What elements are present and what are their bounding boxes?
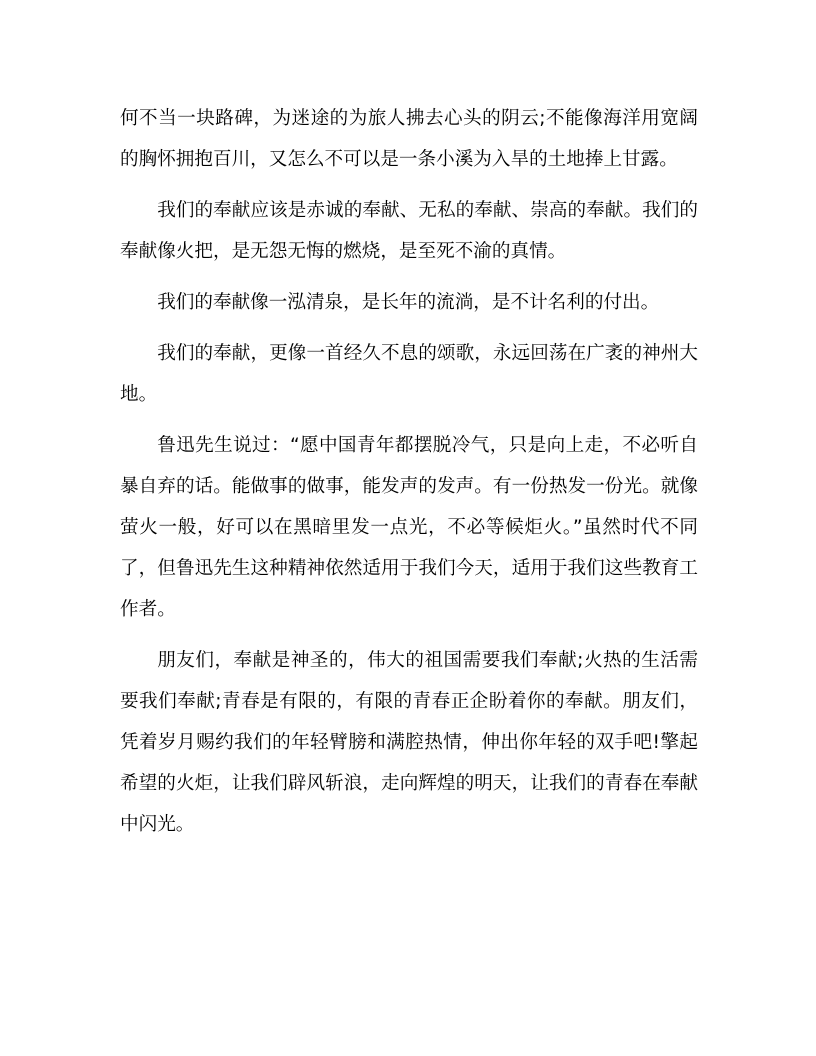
paragraph-3: 我们的奉献像一泓清泉，是长年的流淌，是不计名利的付出。	[157, 292, 660, 313]
paragraph-4: 我们的奉献，更像一首经久不息的颂歌，永远回荡在广袤的神州大地。	[120, 343, 698, 405]
paragraph-1: 何不当一块路碑，为迷途的为旅人拂去心头的阴云;不能像海洋用宽阔的胸怀拥抱百川，又怎么不可以是一条小溪为入旱的土地捧上甘露。	[120, 108, 698, 170]
document-page	[120, 98, 698, 845]
paragraph-2: 我们的奉献应该是赤诚的奉献、无私的奉献、崇高的奉献。我们的奉献像火把，是无怨无悔的燃烧，是至死不渝的真情。	[120, 200, 698, 262]
paragraph-5: 鲁迅先生说过：“愿中国青年都摆脱冷气，只是向上走，不必听自暴自弃的话。能做事的做事，能发声的发声。有一份热发一份光。就像萤火一般，好可以在黑暗里发一点光，不必等候炬火。”虽然时代不同了，但鲁迅先生这种精神依然适用于我们今天，适用于我们这些教育工作者。	[120, 435, 698, 620]
paragraph-6: 朋友们，奉献是神圣的，伟大的祖国需要我们奉献;火热的生活需要我们奉献;青春是有限的，有限的青春正企盼着你的奉献。朋友们，凭着岁月赐约我们的年轻臂膀和满腔热情，伸出你年轻的双手吧!擎起希望的火炬，让我们辟风斩浪，走向辉煌的明天，让我们的青春在奉献中闪光。	[120, 650, 698, 835]
